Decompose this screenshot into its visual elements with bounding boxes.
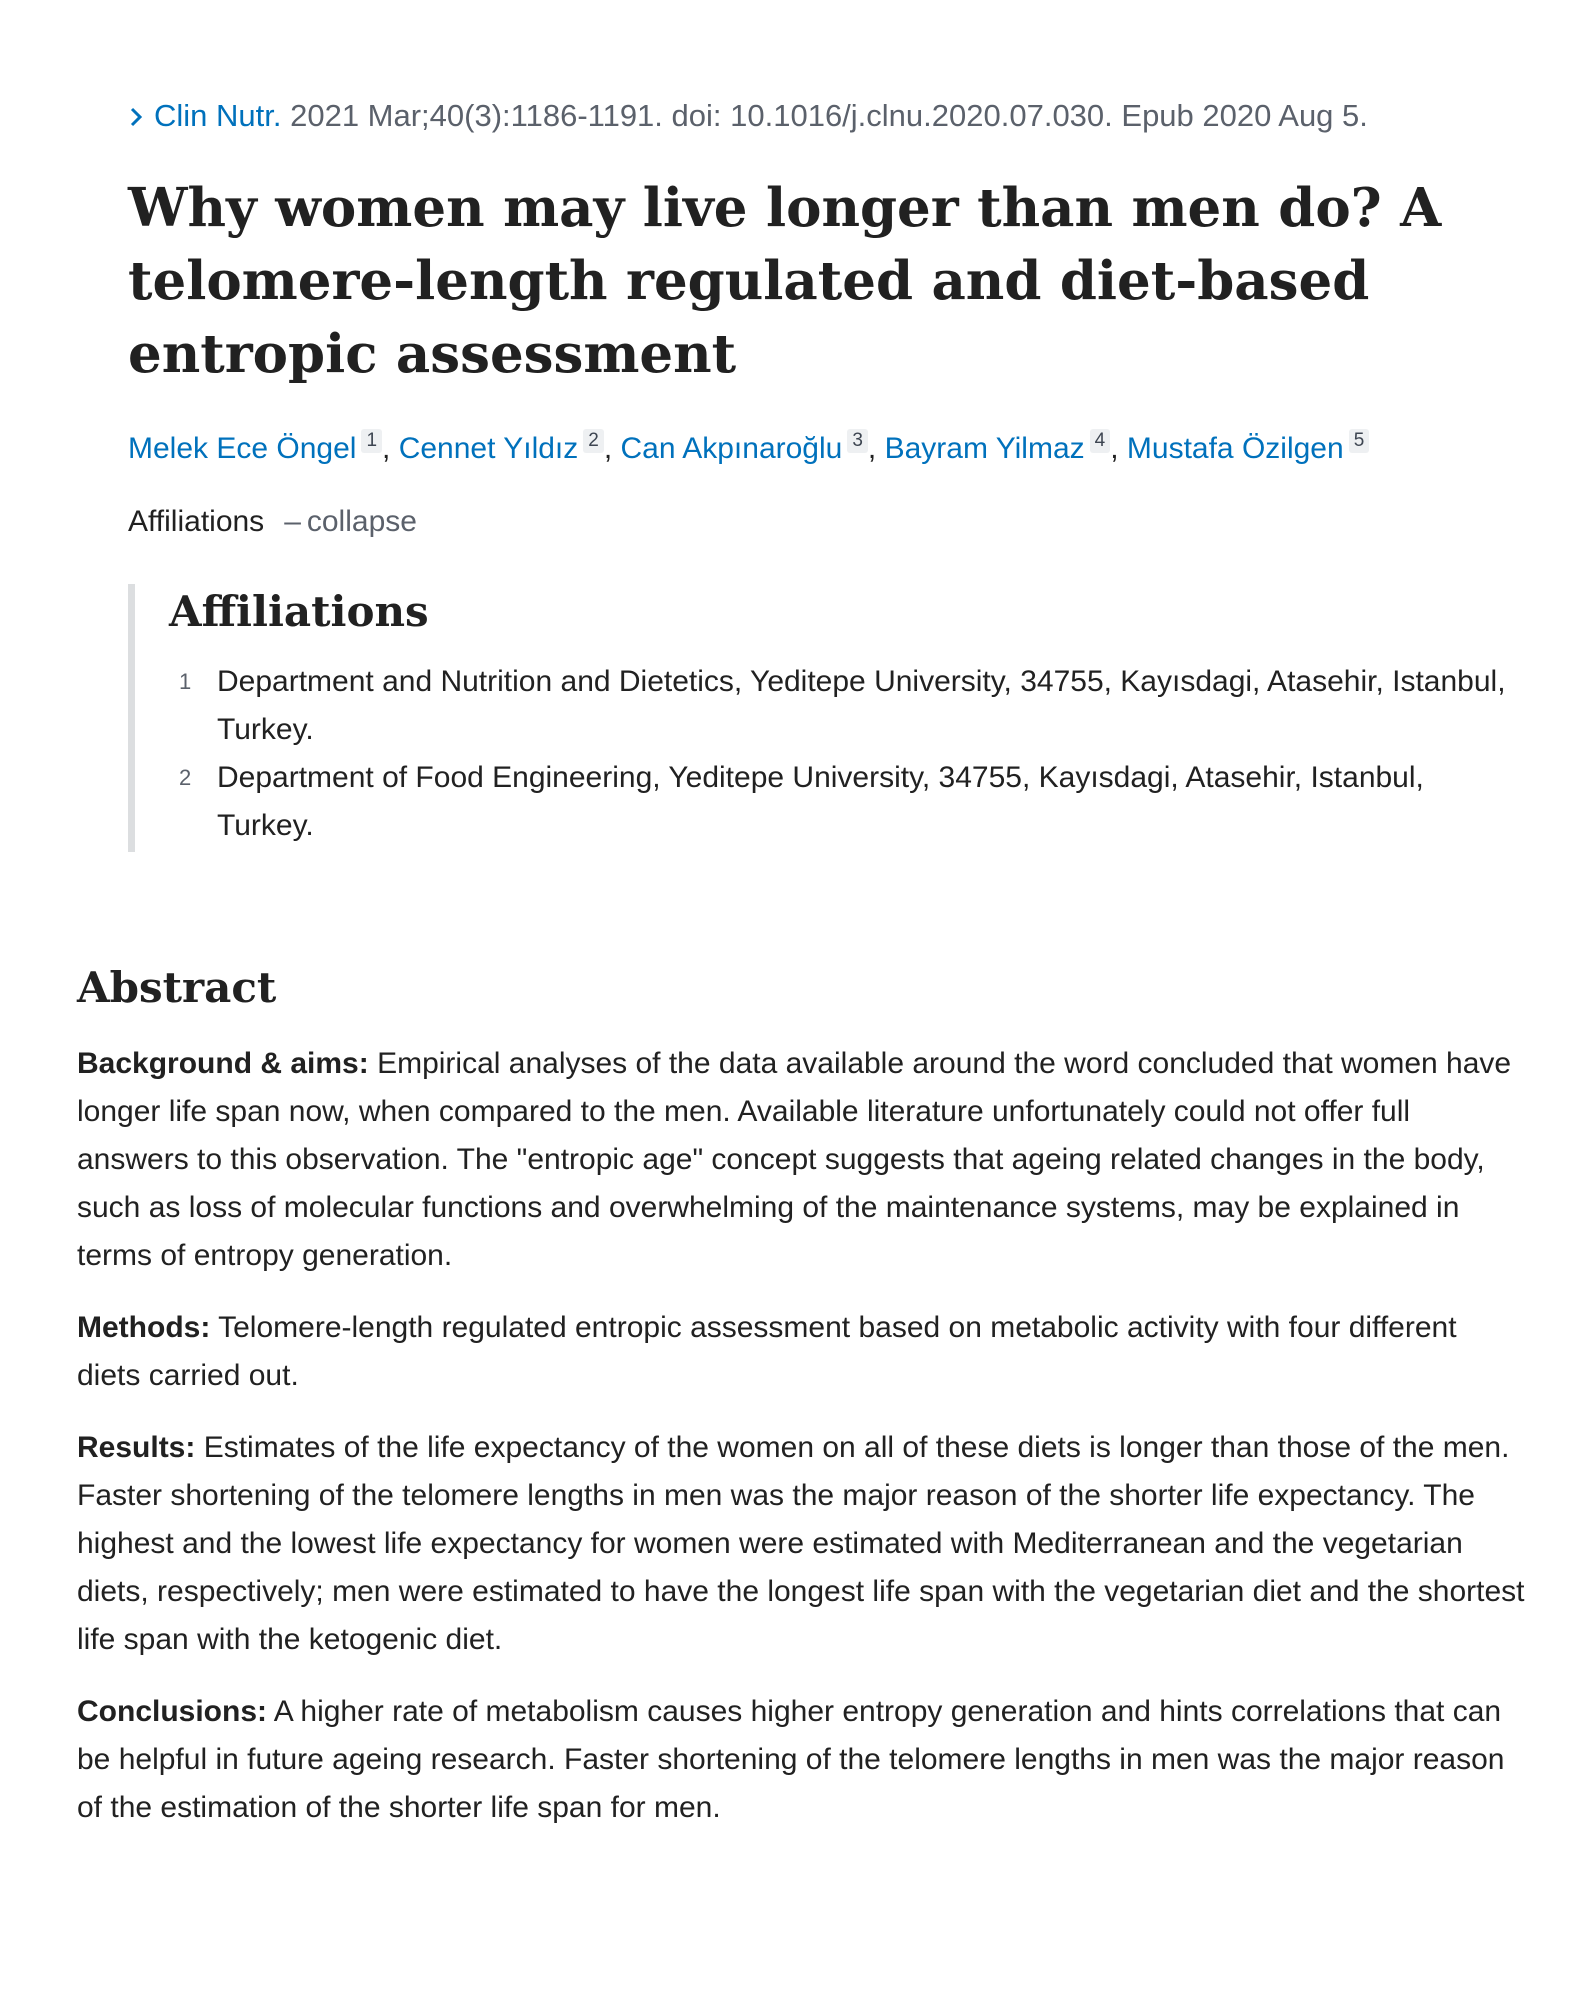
author-link[interactable]: Cennet Yıldız <box>398 432 579 465</box>
chevron-right-icon[interactable] <box>128 96 154 136</box>
abstract-text: Empirical analyses of the data available around the word concluded that women have longer life span now, when compared to the men. Available literature unfortunately could not offer full answers to this observation. The "entropic age" concept suggests that ageing related changes in the body, such as loss of molecular functions and overwhelming of the maintenance systems, may be explained in terms of entropy generation. <box>77 1047 1512 1272</box>
abstract-section-conclusions <box>77 1688 1527 1832</box>
author-link[interactable]: Can Akpınaroğlu <box>620 432 843 465</box>
article-title: Why women may live longer than men do? A telomere-length regulated and diet-based entropic assessment <box>128 177 1442 385</box>
affiliation-text: Department and Nutrition and Dietetics, Yeditepe University, 34755, Kayısdagi, Atasehir, Istanbul, Turkey. <box>217 665 1506 746</box>
abstract-section-background <box>77 1040 1527 1280</box>
abstract-heading: Abstract <box>77 963 277 1012</box>
journal-link[interactable]: Clin Nutr. <box>154 98 282 133</box>
affiliations-list <box>169 658 1517 850</box>
abstract-text: Telomere-length regulated entropic assessment based on metabolic activity with four different diets carried out. <box>77 1311 1457 1392</box>
affiliation-ref[interactable]: 2 <box>583 429 604 453</box>
abstract-section-results <box>77 1424 1527 1664</box>
citation-details: 2021 Mar;40(3):1186-1191. doi: 10.1016/j.clnu.2020.07.030. Epub 2020 Aug 5. <box>281 98 1368 133</box>
author-link[interactable]: Mustafa Özilgen <box>1126 432 1344 465</box>
abstract-subtitle: Methods: <box>77 1311 211 1344</box>
dash-icon: – <box>284 505 301 538</box>
affiliation-number: 2 <box>179 765 192 790</box>
affiliations-toggle[interactable] <box>128 502 417 542</box>
affiliations-heading: Affiliations <box>169 587 429 636</box>
authors-list: Melek Ece Öngel 1 , Cennet Yıldız 2 , Can Akpınaroğlu 3 , Bayram Yilmaz 4 , Mustafa Özilgen 5 <box>128 428 1369 470</box>
affiliation-ref[interactable]: 1 <box>361 429 382 453</box>
affiliations-panel <box>128 584 1528 852</box>
abstract-subtitle: Results: <box>77 1431 196 1464</box>
citation-line <box>128 96 1368 136</box>
affiliations-toggle-label[interactable]: Affiliations <box>128 505 265 538</box>
affiliation-number: 1 <box>179 669 192 694</box>
abstract-section-methods <box>77 1304 1527 1400</box>
affiliation-ref[interactable]: 3 <box>847 429 868 453</box>
affiliation-item <box>169 754 1517 850</box>
abstract-subtitle: Conclusions: <box>77 1695 268 1728</box>
abstract-body <box>77 1040 1527 1856</box>
author-link[interactable]: Melek Ece Öngel <box>128 432 357 465</box>
affiliation-ref[interactable]: 4 <box>1090 429 1111 453</box>
collapse-button[interactable]: collapse <box>306 505 417 538</box>
affiliation-item <box>169 658 1517 754</box>
abstract-subtitle: Background & aims: <box>77 1047 369 1080</box>
abstract-text: A higher rate of metabolism causes higher entropy generation and hints correlations that can be helpful in future ageing research. Faster shortening of the telomere lengths in men was the major reason of the estimation of the shorter life span for men. <box>77 1695 1505 1824</box>
affiliation-text: Department of Food Engineering, Yeditepe University, 34755, Kayısdagi, Atasehir, Istanbul, Turkey. <box>217 761 1424 842</box>
abstract-text: Estimates of the life expectancy of the women on all of these diets is longer than those of the men. Faster shortening of the telomere lengths in men was the major reason of the shorter life expectancy. The highest and the lowest life expectancy for women were estimated with Mediterranean and the vegetarian diets, respectively; men were estimated to have the longest life span with the vegetarian diet and the shortest life span with the ketogenic diet. <box>77 1431 1525 1656</box>
affiliation-ref[interactable]: 5 <box>1349 429 1370 453</box>
author-link[interactable]: Bayram Yilmaz <box>884 432 1085 465</box>
